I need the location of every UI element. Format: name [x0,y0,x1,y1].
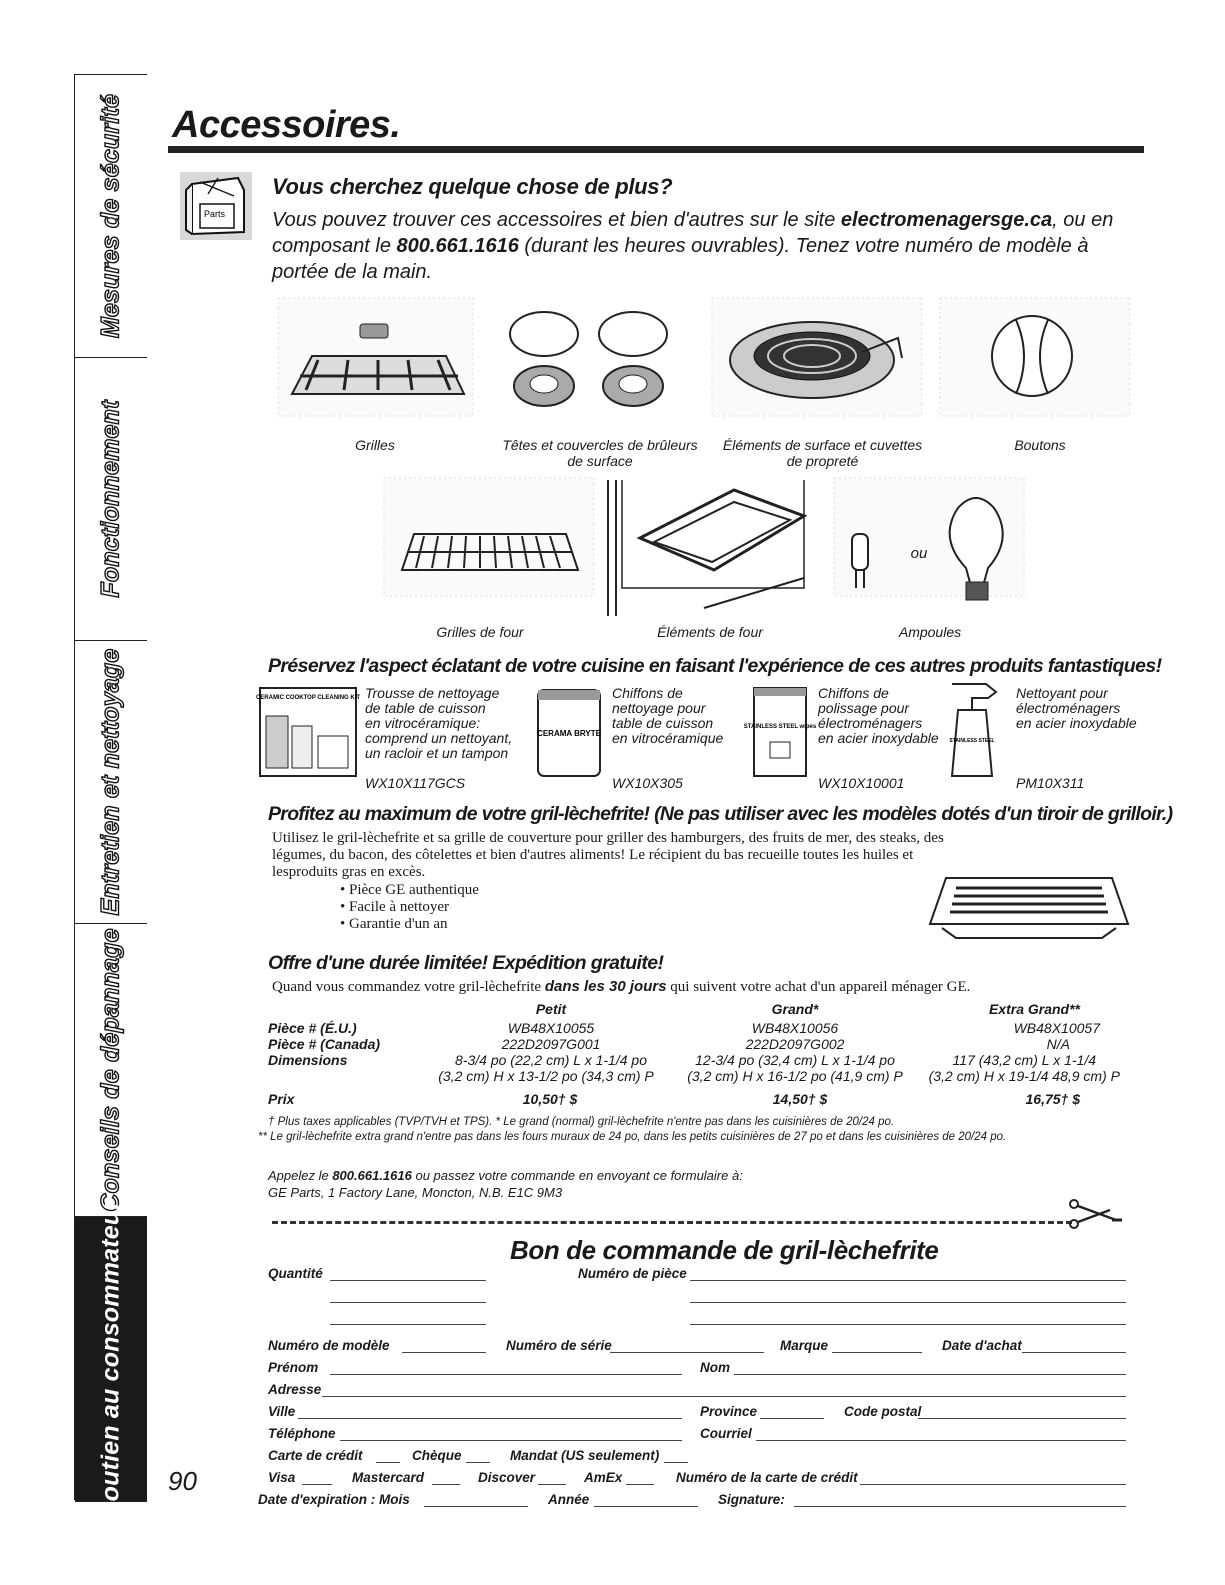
label-carte-credit: Carte de crédit [268,1448,363,1463]
adresse-input[interactable] [322,1396,1126,1397]
label-amex: AmEx [584,1470,623,1485]
section-heading-preservez: Préservez l'aspect éclatant de votre cuisine en faisant l'expérience de ces autres produits fantastiques! [268,655,1162,677]
caption-ampoules: Ampoules [898,624,962,640]
quantite-input-1[interactable] [330,1280,486,1281]
page-number: 90 [168,1466,197,1496]
offer-text [272,978,970,996]
table-cell: (3,2 cm) H x 13-1/2 po (34,3 cm) P [438,1068,654,1084]
product-2-description [612,686,723,746]
nom-input[interactable] [734,1374,1126,1375]
product-line: Nettoyant pour [1016,685,1108,701]
mois-input[interactable] [424,1506,528,1507]
table-cell: WB48X10056 [751,1020,839,1036]
order-text: ou passez votre commande en envoyant ce formulaire à: [411,1168,743,1183]
product-line: table de cuisson [612,715,714,731]
table-cell: WB48X10055 [507,1020,595,1036]
label-visa: Visa [268,1470,296,1485]
product-line: Chiffons de [818,685,889,701]
section-heading-more: Vous cherchez quelque chose de plus? [272,174,673,199]
caption-line: Têtes et couvercles de brûleurs [502,437,698,453]
order-phone: 800.661.1616 [332,1168,412,1183]
row-label: Dimensions [268,1052,348,1068]
scissors-icon [1066,1196,1124,1232]
label-mastercard: Mastercard [352,1470,425,1485]
product-line: électroménagers [1016,700,1121,716]
cut-line [272,1221,1072,1224]
product-4-description [1016,686,1137,731]
cerama-bryte-image [534,684,604,780]
discover-checkbox[interactable] [538,1484,566,1485]
section-heading-broiler-pan: Profitez au maximum de votre gril-lèchefrite! (Ne pas utiliser avec les modèles dotés d'un tiroir de grilloir.) [268,803,1173,825]
product-line: nettoyage pour [612,700,706,716]
bullet-text: Garantie d'un an [349,916,448,932]
label-discover: Discover [478,1470,536,1485]
knob-illustration [940,298,1130,416]
numero-modele-input[interactable] [402,1352,486,1353]
broiler-pan-description: Utilisez le gril-lèchefrite et sa grille de couverture pour griller des hamburgers, des fruits de mer, des steaks, des légumes, du bacon, des côtelettes et bien d'autres aliments! Le récipient du bas recueille toutes les huiles et lesproduits gras en excès. [272,830,944,880]
package-label: STAINLESS STEEL wipes [743,724,817,730]
numero-piece-input-3[interactable] [690,1324,1126,1325]
order-call-text [268,1168,743,1183]
label-annee: Année [548,1492,590,1507]
price-petit: 10,50† $ [522,1091,578,1107]
prenom-input[interactable] [330,1374,682,1375]
burner-heads-illustration [488,298,693,416]
bullet-list [340,882,479,933]
label-marque: Marque [780,1338,829,1353]
tab-entretien-nettoyage[interactable] [75,640,147,924]
caption-line: de propreté [786,453,859,469]
table-cell: 117 (43,2 cm) L x 1-1/4 [952,1052,1096,1068]
table-cell: N/A [1046,1036,1070,1052]
label-quantite: Quantité [268,1266,323,1281]
quantite-input-2[interactable] [330,1302,486,1303]
telephone-input[interactable] [340,1440,682,1441]
caption-ou: ou [910,545,928,562]
numero-carte-input[interactable] [860,1484,1126,1485]
courriel-input[interactable] [756,1440,1126,1441]
label-telephone: Téléphone [268,1426,336,1441]
tab-soutien-consommateur[interactable] [75,1199,147,1519]
label-numero-modele: Numéro de modèle [268,1338,390,1353]
province-input[interactable] [760,1418,824,1419]
caption-elements [715,437,930,469]
oven-rack-illustration [384,478,594,596]
tab-label: Conseils de dépannage [96,928,125,1212]
order-address: GE Parts, 1 Factory Lane, Moncton, N.B. E1C 9M3 [268,1185,563,1200]
ville-input[interactable] [298,1418,682,1419]
date-achat-input[interactable] [1022,1352,1126,1353]
cheque-checkbox[interactable] [466,1462,490,1463]
caption-line: de surface [567,453,633,469]
footnote-2: ** Le gril-lèchefrite extra grand n'entre pas dans les fours muraux de 24 po, dans les petits cuisinières de 27 po et dans les cuisinières de 20/24 po. [258,1131,1007,1143]
product-2-part: WX10X305 [612,775,683,791]
section-heading-offer: Offre d'une durée limitée! Expédition gratuite! [268,952,664,974]
table-cell: 12-3/4 po (32,4 cm) L x 1-1/4 po [695,1052,895,1068]
product-line: de table de cuisson [365,700,486,716]
table-cell: 222D2097G001 [501,1036,601,1052]
product-line: en acier inoxydable [1016,715,1137,731]
icon-label: Parts [204,209,226,219]
marque-input[interactable] [832,1352,922,1353]
visa-checkbox[interactable] [302,1484,332,1485]
product-line: comprend un nettoyant, [365,730,513,746]
offer-text-part: qui suivent votre achat d'un appareil ménager GE. [666,979,971,995]
oven-element-illustration [604,478,824,618]
tab-fonctionnement[interactable] [75,357,147,641]
label-ville: Ville [268,1404,296,1419]
tab-label: Fonctionnement [96,400,125,598]
product-3-part: WX10X10001 [818,775,905,791]
caption-elements-four: Éléments de four [657,624,763,640]
intro-paragraph [272,207,1132,285]
product-1-part: WX10X117GCS [365,775,466,791]
package-label: CERAMIC COOKTOP CLEANING KIT [255,695,361,701]
caption-grilles-four: Grilles de four [436,624,524,640]
column-header-petit: Petit [535,1001,567,1017]
label-numero-piece: Numéro de pièce [578,1266,687,1281]
quantite-input-3[interactable] [330,1324,486,1325]
label-signature: Signature: [718,1492,785,1507]
tab-conseils-depannage[interactable] [75,923,147,1217]
annee-input[interactable] [594,1506,698,1507]
offer-text-bold: dans les 30 jours [544,978,667,995]
title-rule [168,146,1144,153]
carte-credit-checkbox[interactable] [376,1462,400,1463]
product-line: un racloir et un tampon [365,745,509,761]
product-line: en vitrocéramique: [365,715,481,731]
label-prenom: Prénom [268,1360,319,1375]
product-1-description [365,686,512,761]
numero-piece-input-2[interactable] [690,1302,1126,1303]
column-header-grand: Grand* [771,1001,819,1017]
product-line: Chiffons de [612,685,683,701]
caption-line: Éléments de surface et cuvettes [722,437,923,453]
row-label: Prix [268,1091,295,1107]
label-nom: Nom [700,1360,730,1375]
surface-elements-illustration [712,298,922,416]
product-3-description [818,686,939,746]
phone-number: 800.661.1616 [396,235,519,257]
code-postal-input[interactable] [918,1418,1126,1419]
package-label: CERAMA BRYTE [537,729,601,738]
amex-checkbox[interactable] [626,1484,654,1485]
caption-boutons: Boutons [1014,437,1066,453]
spray-bottle-image [942,676,1006,782]
mastercard-checkbox[interactable] [432,1484,460,1485]
row-label: Pièce # (Canada) [268,1036,381,1052]
table-cell: WB48X10057 [1013,1020,1100,1036]
caption-grilles: Grilles [355,437,395,453]
price-grand: 14,50† $ [772,1091,828,1107]
offer-text-part: Quand vous commandez votre gril-lèchefrite [272,979,545,995]
intro-text: Vous pouvez trouver ces accessoires et bien d'autres sur le site [272,209,841,231]
label-mandat: Mandat (US seulement) [510,1448,660,1463]
signature-input[interactable] [794,1506,1126,1507]
label-cheque: Chèque [412,1448,462,1463]
table-cell: 8-3/4 po (22,2 cm) L x 1-1/4 po [455,1052,647,1068]
cleaning-kit-image [255,686,361,778]
parts-box-icon [178,170,254,242]
bullet-text: Pièce GE authentique [349,882,479,898]
label-numero-carte: Numéro de la carte de crédit [676,1470,858,1485]
column-header-extra-grand: Extra Grand** [988,1001,1080,1017]
label-courriel: Courriel [700,1426,752,1441]
label-province: Province [700,1404,758,1419]
stainless-wipes-image [743,684,817,780]
table-cell: 222D2097G002 [745,1036,845,1052]
label-numero-serie: Numéro de série [506,1338,612,1353]
list-item: • Garantie d'un an [340,916,448,932]
price-extra-grand: 16,75† $ [1025,1091,1080,1107]
row-label: Pièce # (É.U.) [268,1020,357,1036]
bullet-text: Facile à nettoyer [349,899,449,915]
side-navigation [74,74,149,1519]
tab-mesures-securite[interactable] [75,74,147,358]
order-text: Appelez le [268,1168,333,1183]
label-code-postal: Code postal [844,1404,922,1419]
tab-label: Soutien au consommateur [96,1199,125,1519]
mandat-checkbox[interactable] [664,1462,688,1463]
grates-illustration [278,298,473,416]
footnote-1: † Plus taxes applicables (TVP/TVH et TPS). * Le grand (normal) gril-lèchefrite n'entre pas dans les cuisinières de 20/24 po. [268,1116,895,1128]
product-line: en acier inoxydable [818,730,939,746]
product-4-part: PM10X311 [1016,775,1085,791]
product-line: polissage pour [818,700,910,716]
bulbs-illustration [834,478,1024,608]
page-title: Accessoires. [172,104,401,146]
intro-text: (durant les heures ouvrables). Tenez votre numéro de modèle à portée de la main. [272,235,1089,283]
label-date-expiration: Date d'expiration : Mois [258,1492,410,1507]
numero-serie-input[interactable] [610,1352,764,1353]
table-cell: (3,2 cm) H x 19-1/4 48,9 cm) P [928,1068,1120,1084]
product-line: en vitrocéramique [612,730,724,746]
website-link[interactable]: electromenagersge.ca [840,209,1053,231]
table-cell: (3,2 cm) H x 16-1/2 po (41,9 cm) P [687,1068,903,1084]
caption-tetes [495,437,705,469]
broiler-pan-image [926,872,1132,942]
intro-text: , ou en composant le [272,209,1114,257]
numero-piece-input-1[interactable] [690,1280,1126,1281]
product-line: Trousse de nettoyage [365,685,500,701]
package-label: STAINLESS STEEL [949,738,995,744]
label-adresse: Adresse [268,1382,322,1397]
list-item: • Facile à nettoyer [340,899,449,915]
product-line: électroménagers [818,715,923,731]
tab-label: Mesures de sécurité [96,93,125,339]
label-date-achat: Date d'achat [942,1338,1022,1353]
order-form-title: Bon de commande de gril-lèchefrite [510,1235,939,1265]
tab-label: Entretien et nettoyage [96,648,125,916]
list-item: • Pièce GE authentique [340,882,479,898]
